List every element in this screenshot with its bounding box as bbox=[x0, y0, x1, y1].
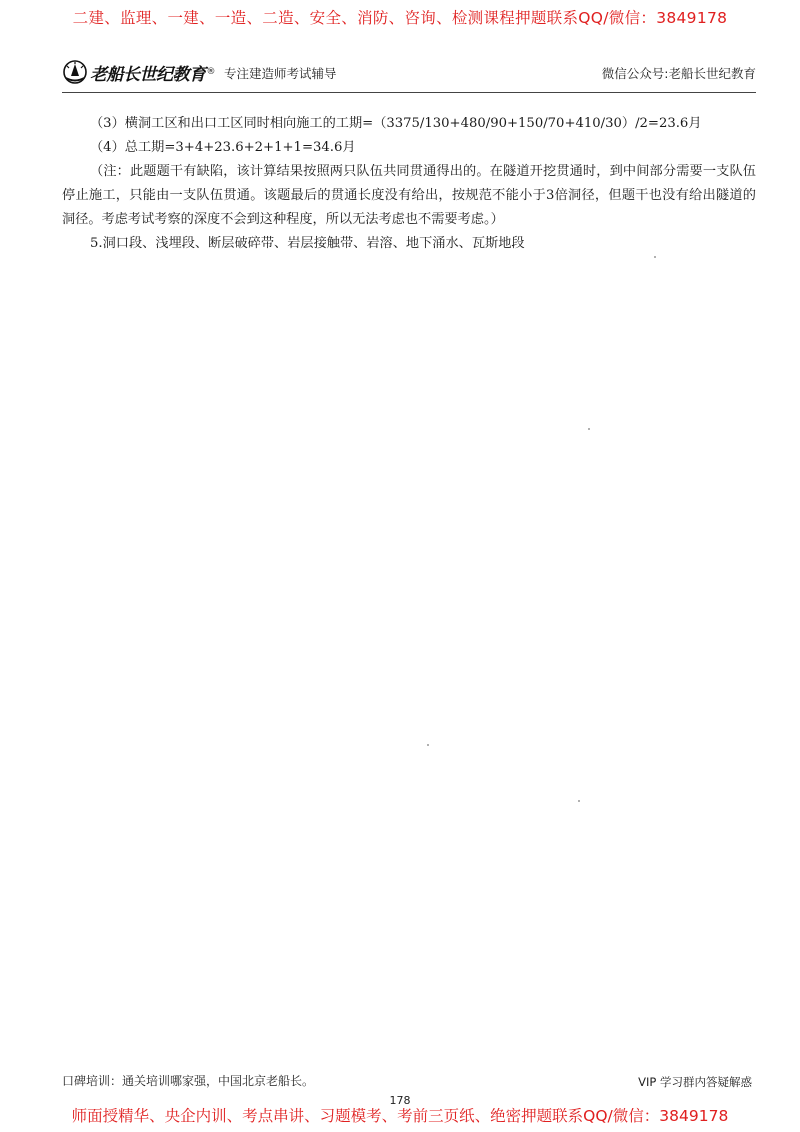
header-tagline: 专注建造师考试辅导 bbox=[224, 66, 337, 81]
header-divider bbox=[62, 92, 756, 93]
answer-item-4: （4）总工期=3+4+23.6+2+1+1=34.6月 bbox=[90, 140, 356, 155]
footer-left-text: 口碑培训：通关培训哪家强，中国北京老船长。 bbox=[62, 1074, 315, 1088]
footer-right-text: VIP 学习群内答疑解惑 bbox=[638, 1075, 752, 1089]
answer-item-5: 5.洞口段、浅埋段、断层破碎带、岩层接触带、岩溶、地下涌水、瓦斯地段 bbox=[90, 236, 525, 251]
answer-item-3: （3）横洞工区和出口工区同时相向施工的工期=（3375/130+480/90+150/70+410/30）/2=23.6月 bbox=[90, 116, 702, 131]
scan-speck bbox=[588, 428, 590, 430]
scan-speck bbox=[654, 256, 656, 258]
logo-text: 老船长世纪教育 bbox=[90, 64, 206, 85]
scan-speck bbox=[578, 800, 580, 802]
logo bbox=[62, 58, 216, 86]
scan-speck bbox=[427, 744, 429, 746]
registered-mark: ® bbox=[206, 67, 216, 77]
page-content bbox=[62, 112, 756, 256]
answer-note: （注：此题题干有缺陷，该计算结果按照两只队伍共同贯通得出的。在隧道开挖贯通时，到中间部分需要一支队伍停止施工，只能由一支队伍贯通。该题最后的贯通长度没有给出，按规范不能小于3倍洞径，但题干也没有给出隧道的洞径。考虑考试考察的深度不会到这种程度，所以无法考虑也不需要考虑。） bbox=[62, 164, 756, 227]
page-number: 178 bbox=[389, 1094, 411, 1107]
ship-lighthouse-logo-icon bbox=[62, 60, 88, 84]
top-banner: 二建、监理、一建、一造、二造、安全、消防、咨询、检测课程押题联系QQ/微信：3849178 bbox=[72, 9, 728, 27]
page-header bbox=[62, 58, 756, 86]
bottom-banner: 师面授精华、央企内训、考点串讲、习题模考、考前三页纸、绝密押题联系QQ/微信：3849178 bbox=[71, 1107, 729, 1125]
header-wechat: 微信公众号:老船长世纪教育 bbox=[601, 66, 756, 81]
